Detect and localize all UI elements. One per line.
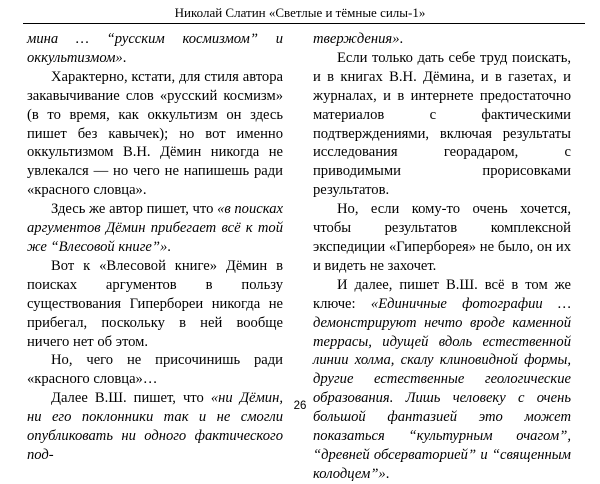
paragraph: Если только дать себе труд поискать, и в книгах В.Н. Дёмина, и в газетах, и журналах, и в интернете предостаточно материалов с фактическими подтверждениями, включая результаты исследования георадаром, с приводимыми прорисовками результатов. [313,49,571,199]
page-number: 26 [293,400,307,412]
paragraph-text: Здесь же автор пишет, что [51,201,218,218]
paragraph [313,30,571,49]
quote-text: «Единичные фотографии … демонстрируют нечто вроде каменной террасы, идущей вдоль естественной линии холма, скалу клиновидной формы, другие естественные геологические образования. Лишь человеку с очень большой фантазией это может показаться “культурным очагом”, “древней обсерваторией” и “священным колодцем”» [313,295,571,482]
paragraph: Характерно, кстати, для стиля автора закавычивание слов «русский космизм» (в то время, как оккультизм он здесь пишет без кавычек); но вот именно оккультизмом В.Н. Дёмин никогда не увлекался — но чего не напишешь ради «красного словца». [27,68,283,199]
running-header: Николай Слатин «Светлые и тёмные силы-1» [174,5,426,20]
paragraph [313,276,571,484]
paragraph [27,200,283,257]
paragraph-text: . [122,49,127,66]
quote-text: тверждения» [313,31,400,47]
paragraph: Но, чего не присочинишь ради «красного словца»… [27,352,283,388]
paragraph: Но, если кому-то очень хочется, чтобы результатов комплексной экспедиции «Гиперборея» не было, он их и видеть не захочет. [313,201,571,274]
paragraph-text: . [385,465,390,482]
paragraph-text: . [399,31,404,47]
header-rule [23,23,585,24]
paragraph: Вот к «Влесовой книге» Дёмин в поисках аргументов в пользу существования Гипербореи никогда не прибегал, поскольку в ней вообще ничего нет об этом. [27,257,283,350]
paragraph-text: Далее В.Ш. пишет, что [51,390,211,407]
paragraph-text: И далее, пишет В.Ш. всё в том же ключе: [313,276,571,312]
quote-text: мина … “русским космизмом” и оккультизмом» [27,31,283,66]
paragraph [27,30,283,68]
right-column [313,30,571,484]
paragraph-text: . [167,238,171,255]
quote-text: «в поисках аргументов Дёмин прибегает всё к той же “Влесовой книге”» [27,201,283,255]
quote-text: «ни Дёмин, ни его поклонники так и не смогли опубликовать ни одного фактического под- [27,390,283,463]
